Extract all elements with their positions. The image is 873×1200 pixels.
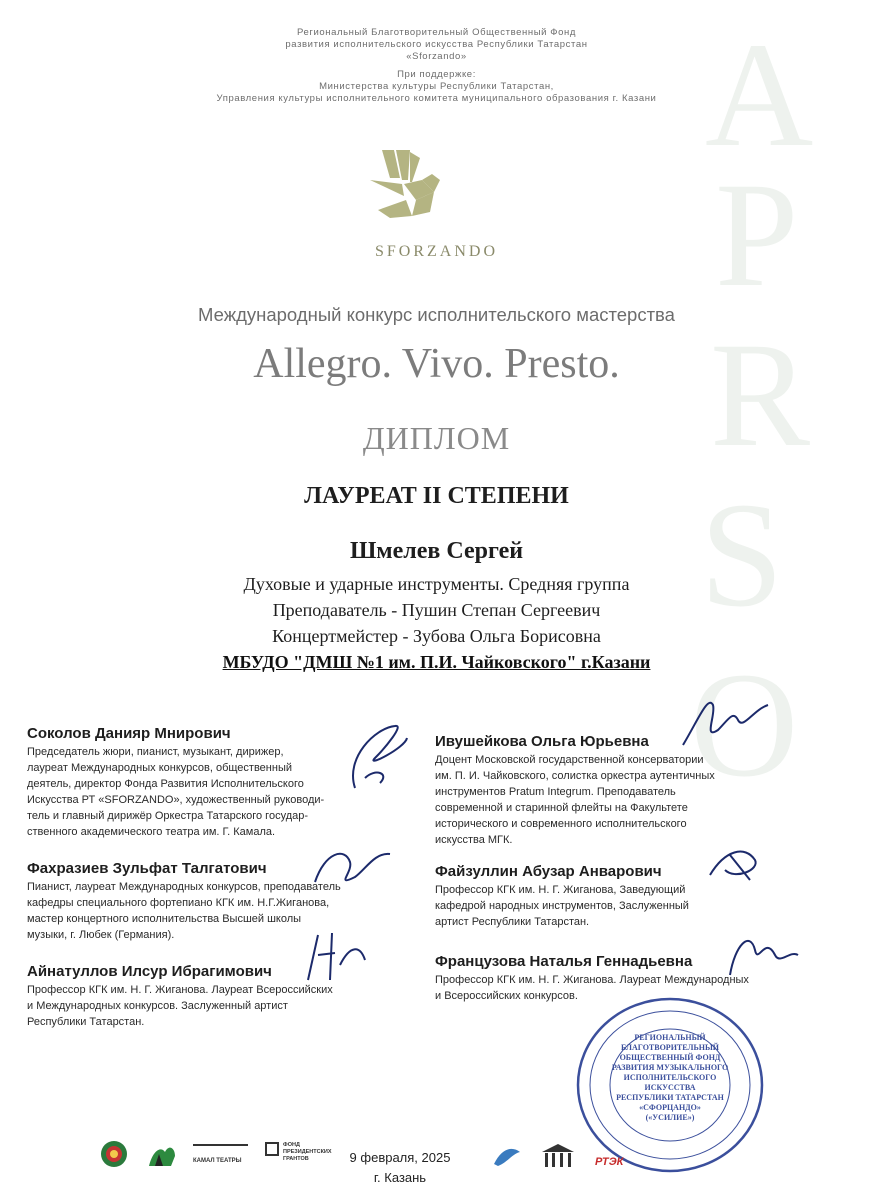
stamp-text-line: ОБЩЕСТВЕННЫЙ ФОНД	[619, 1053, 721, 1062]
stamp-text-line: «СФОРЦАНДО»	[639, 1103, 701, 1112]
school-line: МБУДО "ДМШ №1 им. П.И. Чайковского" г.Казани	[222, 652, 651, 672]
stamp-text-line: ИСПОЛНИТЕЛЬСКОГО	[623, 1073, 717, 1082]
jury-name: Файзуллин Абузар Анварович	[435, 863, 662, 880]
presidential-grants-logo	[265, 1142, 332, 1170]
jury-desc-line: инструментов Pratum Integrum. Преподаватель	[435, 786, 676, 798]
grants-mark-icon	[265, 1142, 279, 1156]
stamp-text-line: БЛАГОТВОРИТЕЛЬНЫЙ	[620, 1043, 720, 1052]
jury-desc-line: артист Республики Татарстан.	[435, 916, 590, 928]
category-line: Духовые и ударные инструменты. Средняя группа	[243, 574, 630, 594]
laureate-name: Шмелев Сергей	[349, 538, 524, 564]
jury-desc-line: лауреат Международных конкурсов, общественный	[27, 762, 292, 774]
brand-name: SFORZANDO	[374, 243, 498, 260]
stamp-text-line: («УСИЛИЕ»)	[645, 1113, 695, 1122]
jury-desc-line: Председатель жюри, пианист, музыкант, дирижер,	[27, 746, 284, 758]
jury-name: Соколов Данияр Мнирович	[27, 725, 231, 742]
kamal-theatre-logo	[193, 1144, 248, 1170]
jury-name: Айнатуллов Илсур Ибрагимович	[27, 963, 272, 980]
watermark-letter: S	[700, 472, 784, 638]
org-line: развития исполнительского искусства Республики Татарстан	[285, 39, 588, 50]
contest-title: Allegro. Vivo. Presto.	[253, 341, 620, 387]
jury-desc-line: исторического и современного исполнительского	[435, 818, 687, 830]
support-line: Министерства культуры Республики Татарстан,	[319, 81, 554, 92]
signature-frantsuzova	[720, 925, 800, 985]
grants-line: ГРАНТОВ	[283, 1156, 309, 1162]
diploma-heading: ДИПЛОМ	[362, 420, 511, 456]
signature-ivusheykova	[678, 690, 773, 750]
laureate-degree: ЛАУРЕАТ II СТЕПЕНИ	[304, 483, 569, 509]
jury-desc-line: Искусства РТ «SFORZANDO», художественный руководи-	[27, 794, 325, 806]
jury-desc-line: кафедры специального фортепиано КГК им. Н.Г.Жиганова,	[27, 897, 330, 909]
grants-line: ПРЕЗИДЕНТСКИХ	[283, 1149, 332, 1155]
watermark-letter: A	[705, 12, 814, 178]
official-stamp	[575, 995, 765, 1175]
jury-desc-line: и Международных конкурсов. Заслуженный артист	[27, 1000, 288, 1012]
support-label: При поддержке:	[397, 69, 476, 80]
ptek-logo: РТЭК	[595, 1156, 624, 1168]
signature-fakhraziev	[305, 842, 395, 892]
jury-desc-line: им. П. И. Чайковского, солистка оркестра аутентичных	[435, 770, 715, 782]
stamp-text-line: РЕСПУБЛИКИ ТАТАРСТАН	[616, 1093, 724, 1102]
tatarstan-emblem-icon	[100, 1140, 128, 1168]
watermark-letter: P	[715, 152, 799, 318]
kazan-emblem-icon	[145, 1140, 179, 1170]
bird-partner-logo	[492, 1144, 522, 1170]
jury-name: Французова Наталья Геннадьевна	[435, 953, 693, 970]
kamal-theatre-label: КАМАЛ ТЕАТРЫ	[193, 1158, 242, 1164]
jury-name: Фахразиев Зульфат Талгатович	[27, 860, 267, 877]
contest-subtitle: Международный конкурс исполнительского мастерства	[198, 304, 675, 325]
jury-desc-line: Профессор КГК им. Н. Г. Жиганова. Лауреат Международных	[435, 974, 749, 986]
grants-line: ФОНД	[283, 1142, 300, 1148]
footer-city: г. Казань	[373, 1170, 427, 1185]
signature-fayzullin	[705, 840, 765, 885]
watermark-letter: O	[690, 642, 799, 808]
jury-desc-line: Профессор КГК им. Н. Г. Жиганова, Заведующий	[435, 884, 686, 896]
jury-desc-line: деятель, директор Фонда Развития Исполнительского	[27, 778, 304, 790]
sforzando-bird-logo	[360, 140, 460, 240]
footer-date-place	[330, 1148, 470, 1188]
jury-desc-line: ственного академического театра им. Г. Камала.	[27, 826, 276, 838]
jury-member	[435, 733, 775, 848]
org-line: «Sforzando»	[406, 51, 467, 62]
footer-date: 9 февраля, 2025	[349, 1150, 451, 1165]
support-line: Управления культуры исполнительного комитета муниципального образования г. Казани	[216, 93, 657, 104]
jury-desc-line: Пианист, лауреат Международных конкурсов, преподаватель	[27, 881, 341, 893]
jury-desc-line: музыки, г. Любек (Германия).	[27, 929, 175, 941]
jury-desc-line: кафедрой народных инструментов, Заслуженный	[435, 900, 689, 912]
watermark-letter: R	[710, 312, 811, 478]
jury-desc-line: Республики Татарстан.	[27, 1016, 145, 1028]
jury-desc-line: мастер концертного исполнительства Высшей школы	[27, 913, 302, 925]
org-line: Региональный Благотворительный Общественный Фонд	[297, 27, 576, 38]
jury-desc-line: искусства МГК.	[435, 834, 513, 846]
teacher-line: Преподаватель - Пушин Степан Сергеевич	[272, 600, 601, 620]
jury-desc-line: современной и старинной флейты на Факультете	[435, 802, 688, 814]
jury-desc-line: Доцент Московской государственной консерватории	[435, 754, 704, 766]
stamp-text-line: РАЗВИТИЯ МУЗЫКАЛЬНОГО	[611, 1063, 729, 1072]
jury-desc-line: Профессор КГК им. Н. Г. Жиганова. Лауреат Всероссийских	[27, 984, 333, 996]
jury-desc-line: и Всероссийских конкурсов.	[435, 990, 578, 1002]
stamp-text-line: РЕГИОНАЛЬНЫЙ	[634, 1033, 706, 1042]
accompanist-line: Концертмейстер - Зубова Ольга Борисовна	[272, 626, 601, 646]
jury-desc-line: тель и главный дирижёр Оркестра Татарского государ-	[27, 810, 309, 822]
organization-header	[0, 27, 873, 105]
jury-name: Ивушейкова Ольга Юрьевна	[435, 733, 649, 750]
signature-sokolov	[335, 718, 415, 798]
stamp-text-line: ИСКУССТВА	[644, 1083, 696, 1092]
signature-aynatullov	[300, 925, 375, 985]
theatre-building-icon	[540, 1142, 576, 1170]
